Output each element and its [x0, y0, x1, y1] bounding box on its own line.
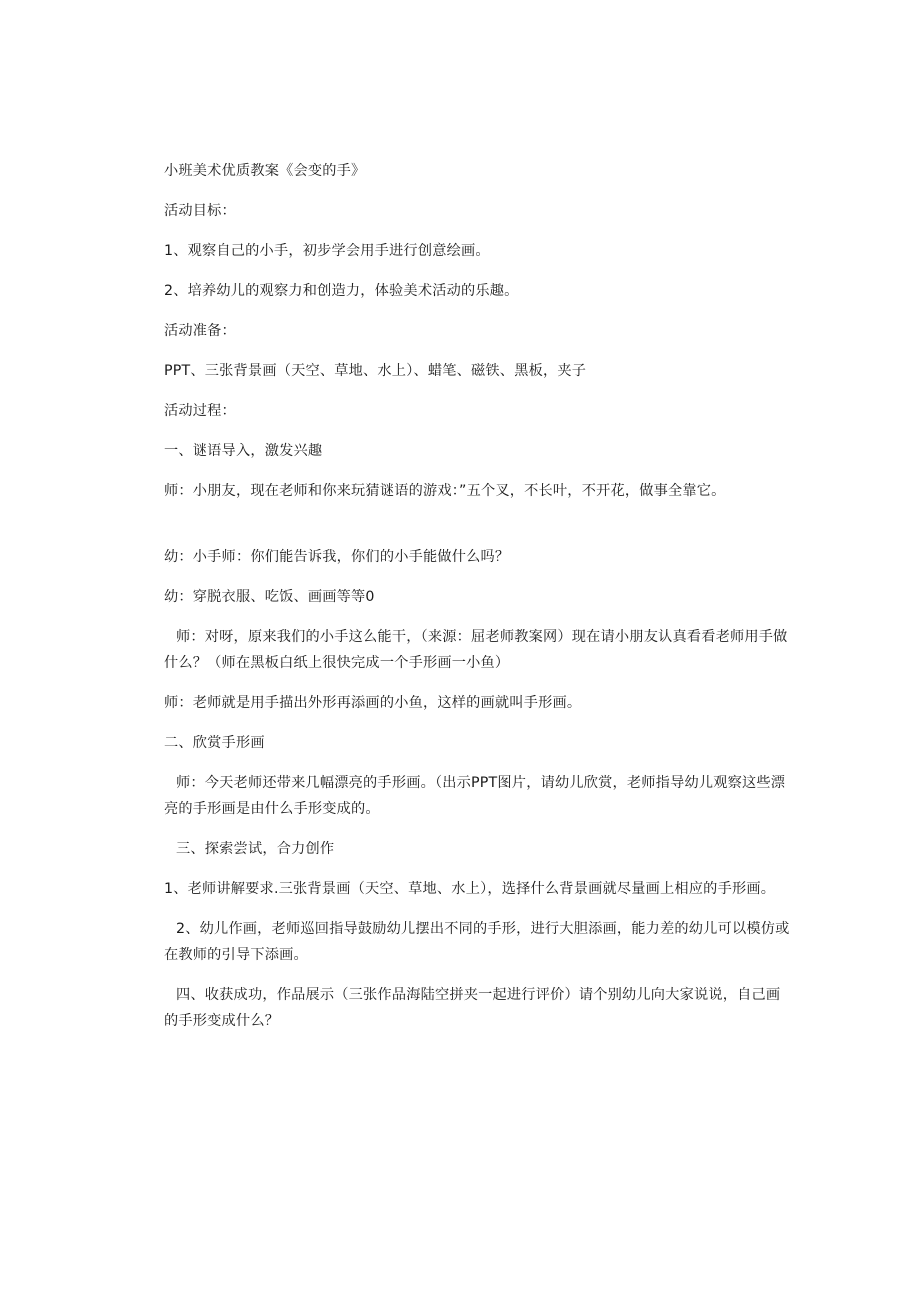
teacher-show: 师：今天老师还带来几幅漂亮的手形画。（出示PPT图片，请幼儿欣赏，老师指导幼儿观察这些漂亮的手形画是由什么手形变成的。 — [164, 775, 786, 817]
step-2-heading: 二、欣赏手形画 — [164, 735, 265, 751]
teacher-riddle: 师：小朋友，现在老师和你来玩猜谜语的游戏：”五个叉，不长叶，不开花，做事全靠它。 — [164, 483, 726, 499]
teacher-explain: 师：老师就是用手描出外形再添画的小鱼，这样的画就叫手形画。 — [164, 695, 582, 711]
child-answer-1: 幼：小手师：你们能告诉我，你们的小手能做什么吗？ — [164, 549, 510, 565]
document-title: 小班美术优质教案《会变的手》 — [164, 163, 366, 179]
goals-heading: 活动目标： — [164, 203, 236, 219]
step-3-heading: 三、探索尝试，合力创作 — [176, 841, 335, 857]
process-heading: 活动过程： — [164, 403, 236, 419]
goal-item-1: 1、观察自己的小手，初步学会用手进行创意绘画。 — [164, 243, 490, 259]
step-3-item-2: 2、幼儿作画，老师巡回指导鼓励幼儿摆出不同的手形，进行大胆添画，能力差的幼儿可以模仿或在教师的引导下添画。 — [164, 921, 790, 963]
document-body — [164, 158, 790, 1034]
child-answer-2: 幼：穿脱衣服、吃饭、画画等等0 — [164, 589, 375, 605]
step-4: 四、收获成功，作品展示（三张作品海陆空拼夹一起进行评价）请个别幼儿向大家说说，自己画的手形变成什么？ — [164, 987, 781, 1029]
step-3-item-1: 1、老师讲解要求.三张背景画（天空、草地、水上），选择什么背景画就尽量画上相应的手形画。 — [164, 881, 776, 897]
prep-text: PPT、三张背景画（天空、草地、水上）、蜡笔、磁铁、黑板，夹子 — [164, 363, 587, 379]
goal-item-2: 2、培养幼儿的观察力和创造力，体验美术活动的乐趣。 — [164, 283, 519, 299]
prep-heading: 活动准备： — [164, 323, 236, 339]
teacher-demo: 师：对呀，原来我们的小手这么能干，（来源：屈老师教案网）现在请小朋友认真看看老师用手做什么？（师在黑板白纸上很快完成一个手形画一小鱼） — [164, 629, 788, 671]
step-1-heading: 一、谜语导入，激发兴趣 — [164, 443, 323, 459]
